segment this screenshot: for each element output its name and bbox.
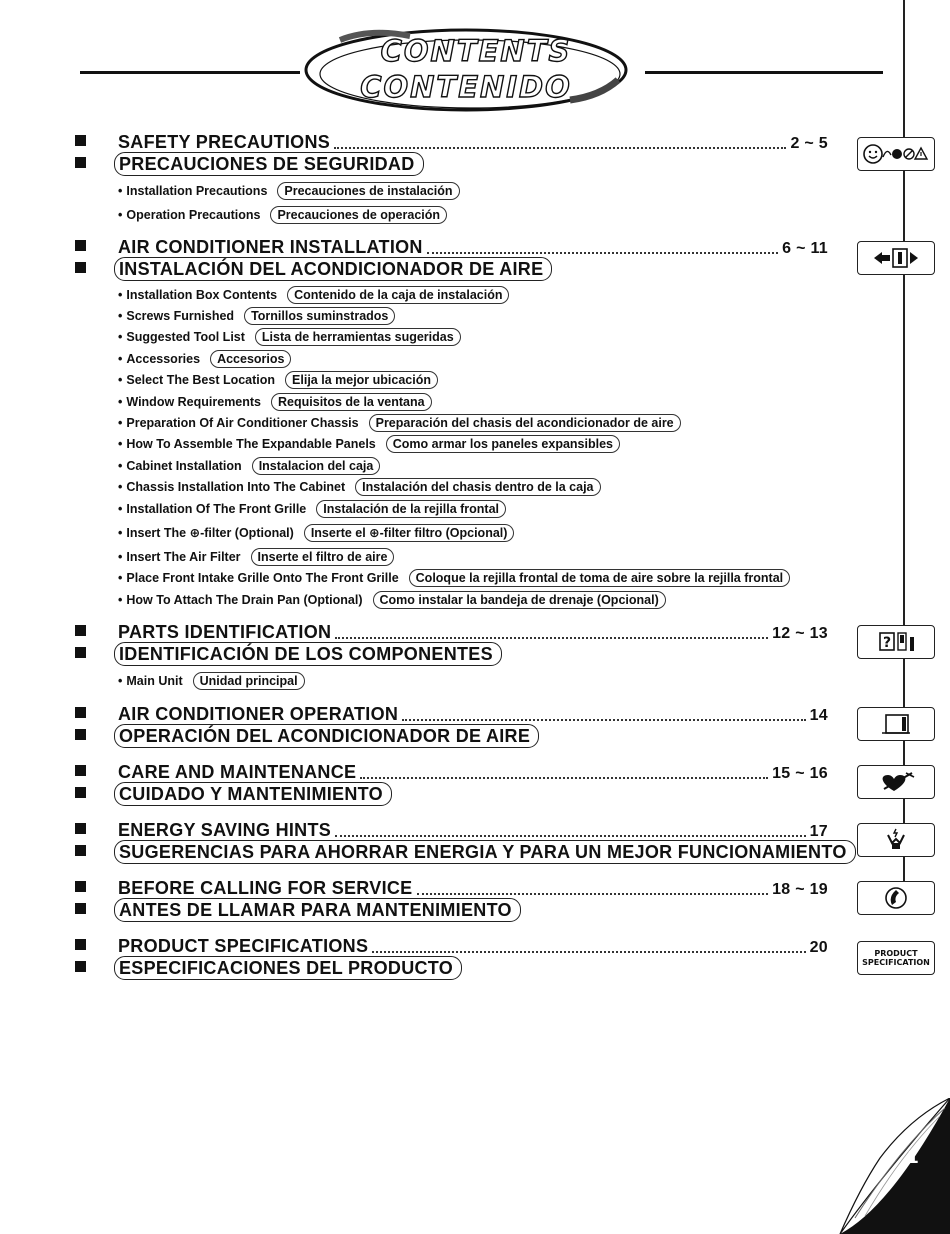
subitem-en: Insert The ⊕-filter (Optional) xyxy=(126,526,294,541)
care-heart-icon[interactable] xyxy=(857,765,935,799)
section-title-es[interactable]: CUIDADO Y MANTENIMIENTO xyxy=(114,782,392,806)
dot-leader xyxy=(417,877,769,895)
toc-entry-en[interactable] xyxy=(118,131,828,153)
subitem-en: Operation Precautions xyxy=(126,208,261,223)
section-title-en: ENERGY SAVING HINTS xyxy=(118,820,332,840)
subitem-es: Accesorios xyxy=(210,350,291,368)
section-bullet xyxy=(75,157,86,168)
toc-entry-en[interactable] xyxy=(118,703,828,725)
dot-leader xyxy=(372,935,805,953)
section-bullet xyxy=(75,881,86,892)
section-bullet xyxy=(75,707,86,718)
subitem-es: Lista de herramientas sugeridas xyxy=(255,328,461,346)
section-bullet xyxy=(75,903,86,914)
subitem-es: Tornillos suminstrados xyxy=(244,307,395,325)
toc-subitem[interactable]: • Main Unit Unidad principal xyxy=(0,670,860,691)
section-bullet xyxy=(75,240,86,251)
section-title-es[interactable]: INSTALACIÓN DEL ACONDICIONADOR DE AIRE xyxy=(114,257,552,281)
page-range: 17 xyxy=(809,823,828,840)
subitem-en: Chassis Installation Into The Cabinet xyxy=(126,480,346,495)
subitem-es: Inserte el ⊕-filter filtro (Opcional) xyxy=(304,524,515,542)
page-range: 2 ~ 5 xyxy=(790,135,828,152)
subitem-es: Precauciones de operación xyxy=(270,206,447,224)
subitem-en: How To Attach The Drain Pan (Optional) xyxy=(126,592,363,607)
parts-question-glyph xyxy=(866,629,926,655)
toc-subitem[interactable]: • Accessories Accesorios xyxy=(0,348,860,369)
dot-leader xyxy=(360,761,768,779)
section-air-conditioner-installation xyxy=(0,236,860,610)
page-range: 15 ~ 16 xyxy=(772,765,828,782)
toc-subitem[interactable]: • Window Requirements Requisitos de la ventana xyxy=(0,391,860,412)
telephone-glyph xyxy=(866,885,926,911)
product-specification-label[interactable] xyxy=(857,941,935,975)
section-bullet xyxy=(75,823,86,834)
energy-plug-glyph xyxy=(866,827,926,853)
section-bullet xyxy=(75,647,86,658)
subitem-en: Insert The Air Filter xyxy=(126,549,241,564)
page-range: 20 xyxy=(809,939,828,956)
toc-entry-en[interactable] xyxy=(118,877,828,899)
section-title-es[interactable]: ANTES DE LLAMAR PARA MANTENIMIENTO xyxy=(114,898,521,922)
toc-entry-en[interactable] xyxy=(118,621,828,643)
toc-subitem[interactable]: • Screws Furnished Tornillos suminstrados xyxy=(0,305,860,326)
toc-subitem[interactable]: • Insert The Air Filter Inserte el filtro de aire xyxy=(0,546,860,567)
subitem-en: Suggested Tool List xyxy=(126,330,245,345)
subitem-es: Coloque la rejilla frontal de toma de aire sobre la rejilla frontal xyxy=(409,569,790,587)
section-title-es[interactable]: OPERACIÓN DEL ACONDICIONADOR DE AIRE xyxy=(114,724,539,748)
subitem-es: Instalación del chasis dentro de la caja xyxy=(355,478,600,496)
product-specification-label-text xyxy=(862,949,930,967)
section-bullet xyxy=(75,845,86,856)
toc-subitem[interactable]: • How To Attach The Drain Pan (Optional) Como instalar la bandeja de drenaje (Opcional) xyxy=(0,589,860,610)
subitem-en: Place Front Intake Grille Onto The Front Grille xyxy=(126,571,399,586)
section-title-en: AIR CONDITIONER OPERATION xyxy=(118,704,399,724)
section-title-es[interactable]: SUGERENCIAS PARA AHORRAR ENERGIA Y PARA UN MEJOR FUNCIONAMIENTO xyxy=(114,840,856,864)
page-number: 1 xyxy=(907,1148,919,1168)
toc-entry-en[interactable] xyxy=(118,236,828,258)
page-range: 14 xyxy=(809,707,828,724)
contents-title-es: CONTENIDO xyxy=(360,70,572,104)
section-title-es[interactable]: IDENTIFICACIÓN DE LOS COMPONENTES xyxy=(114,642,502,666)
installation-window-glyph xyxy=(866,245,926,271)
section-title-en: BEFORE CALLING FOR SERVICE xyxy=(118,878,413,898)
section-title-es[interactable]: PRECAUCIONES DE SEGURIDAD xyxy=(114,152,424,176)
subitem-es: Precauciones de instalación xyxy=(277,182,459,200)
section-bullet xyxy=(75,135,86,146)
subitem-en: Preparation Of Air Conditioner Chassis xyxy=(126,416,359,431)
section-energy-saving-hints xyxy=(0,819,860,863)
page-range: 12 ~ 13 xyxy=(772,625,828,642)
section-before-calling-for-service xyxy=(0,877,860,921)
remote-control-icon[interactable] xyxy=(857,707,935,741)
dot-leader xyxy=(402,703,805,721)
subitem-es: Como armar los paneles expansibles xyxy=(386,435,620,453)
page-range: 18 ~ 19 xyxy=(772,881,828,898)
care-heart-glyph xyxy=(866,769,926,795)
page-range: 6 ~ 11 xyxy=(782,240,828,257)
section-product-specifications xyxy=(0,935,860,979)
dot-leader xyxy=(334,131,786,149)
dot-leader xyxy=(335,621,768,639)
remote-control-glyph xyxy=(866,711,926,737)
subitem-es: Instalacion del caja xyxy=(252,457,381,475)
section-parts-identification xyxy=(0,621,860,691)
subitem-en: Installation Of The Front Grille xyxy=(126,501,307,516)
section-safety-precautions xyxy=(0,131,860,226)
telephone-icon[interactable] xyxy=(857,881,935,915)
subitem-es: Como instalar la bandeja de drenaje (Opcional) xyxy=(373,591,666,609)
toc-subitem[interactable]: • Preparation Of Air Conditioner Chassis Preparación del chasis del acondicionador de aire xyxy=(0,412,860,433)
header-rule-left xyxy=(80,71,300,74)
section-air-conditioner-operation xyxy=(0,703,860,747)
section-title-es[interactable]: ESPECIFICACIONES DEL PRODUCTO xyxy=(114,956,462,980)
toc-entry-en[interactable] xyxy=(118,761,828,783)
installation-window-icon[interactable] xyxy=(857,241,935,275)
subitem-en: Window Requirements xyxy=(126,394,262,409)
toc-subitem[interactable]: • How To Assemble The Expandable Panels Como armar los paneles expansibles xyxy=(0,434,860,455)
subitem-en: Main Unit xyxy=(126,673,183,688)
product-label-line-1: PRODUCT xyxy=(874,949,918,958)
subitem-es: Requisitos de la ventana xyxy=(271,393,432,411)
subitem-en: Screws Furnished xyxy=(126,309,235,324)
toc-entry-en[interactable] xyxy=(118,935,828,957)
section-title-en: SAFETY PRECAUTIONS xyxy=(118,132,331,152)
safety-symbols-glyph xyxy=(861,141,931,167)
section-bullet xyxy=(75,787,86,798)
subitem-es: Preparación del chasis del acondicionador de aire xyxy=(369,414,681,432)
svg-text:?: ? xyxy=(883,635,892,651)
dot-leader xyxy=(427,236,778,254)
page-curl-corner xyxy=(820,1098,950,1234)
toc-subitem[interactable]: • Installation Of The Front Grille Instalación de la rejilla frontal xyxy=(0,498,860,519)
toc-subitem[interactable]: • Place Front Intake Grille Onto The Front Grille Coloque la rejilla frontal de toma de aire sobre la rejilla frontal xyxy=(0,568,860,589)
section-bullet xyxy=(75,939,86,950)
energy-plug-icon[interactable] xyxy=(857,823,935,857)
contents-title-en: CONTENTS xyxy=(380,34,572,68)
parts-question-icon[interactable] xyxy=(857,625,935,659)
toc-subitem[interactable]: • Installation Precautions Precauciones de instalación xyxy=(0,180,860,201)
subitem-en: Cabinet Installation xyxy=(126,458,242,473)
header-rule-right xyxy=(645,71,883,74)
subitem-en: How To Assemble The Expandable Panels xyxy=(126,437,376,452)
toc-subitem[interactable]: • Installation Box Contents Contenido de la caja de instalación xyxy=(0,284,860,305)
subitem-es: Contenido de la caja de instalación xyxy=(287,286,509,304)
section-bullet xyxy=(75,961,86,972)
section-bullet xyxy=(75,765,86,776)
toc-entry-en[interactable] xyxy=(118,819,828,841)
section-bullet xyxy=(75,262,86,273)
section-care-and-maintenance xyxy=(0,761,860,805)
section-title-en: PRODUCT SPECIFICATIONS xyxy=(118,936,369,956)
toc-subitem[interactable]: • Chassis Installation Into The Cabinet Instalación del chasis dentro de la caja xyxy=(0,477,860,498)
toc-subitem[interactable]: • Insert The ⊕-filter (Optional) Inserte el ⊕-filter filtro (Opcional) xyxy=(0,519,860,546)
title-oval xyxy=(300,22,632,116)
subitem-es: Inserte el filtro de aire xyxy=(251,548,395,566)
specification-label-line-2: SPECIFICATION xyxy=(862,958,930,967)
section-title-en: PARTS IDENTIFICATION xyxy=(118,622,332,642)
toc-subitem[interactable]: • Suggested Tool List Lista de herramientas sugeridas xyxy=(0,327,860,348)
section-bullet xyxy=(75,729,86,740)
toc-subitem[interactable]: • Operation Precautions Precauciones de operación xyxy=(0,204,860,225)
subitem-en: Installation Precautions xyxy=(126,183,268,198)
subitem-en: Select The Best Location xyxy=(126,373,276,388)
section-title-en: AIR CONDITIONER INSTALLATION xyxy=(118,237,423,257)
subitem-es: Elija la mejor ubicación xyxy=(285,371,438,389)
section-title-en: CARE AND MAINTENANCE xyxy=(118,762,357,782)
subitem-es: Unidad principal xyxy=(193,672,305,690)
subitem-en: Installation Box Contents xyxy=(126,287,278,302)
safety-symbols-icon[interactable] xyxy=(857,137,935,171)
section-bullet xyxy=(75,625,86,636)
toc-subitem[interactable]: • Select The Best Location Elija la mejor ubicación xyxy=(0,370,860,391)
toc-subitem[interactable]: • Cabinet Installation Instalacion del caja xyxy=(0,455,860,476)
dot-leader xyxy=(335,819,806,837)
subitem-en: Accessories xyxy=(126,351,201,366)
subitem-es: Instalación de la rejilla frontal xyxy=(316,500,506,518)
